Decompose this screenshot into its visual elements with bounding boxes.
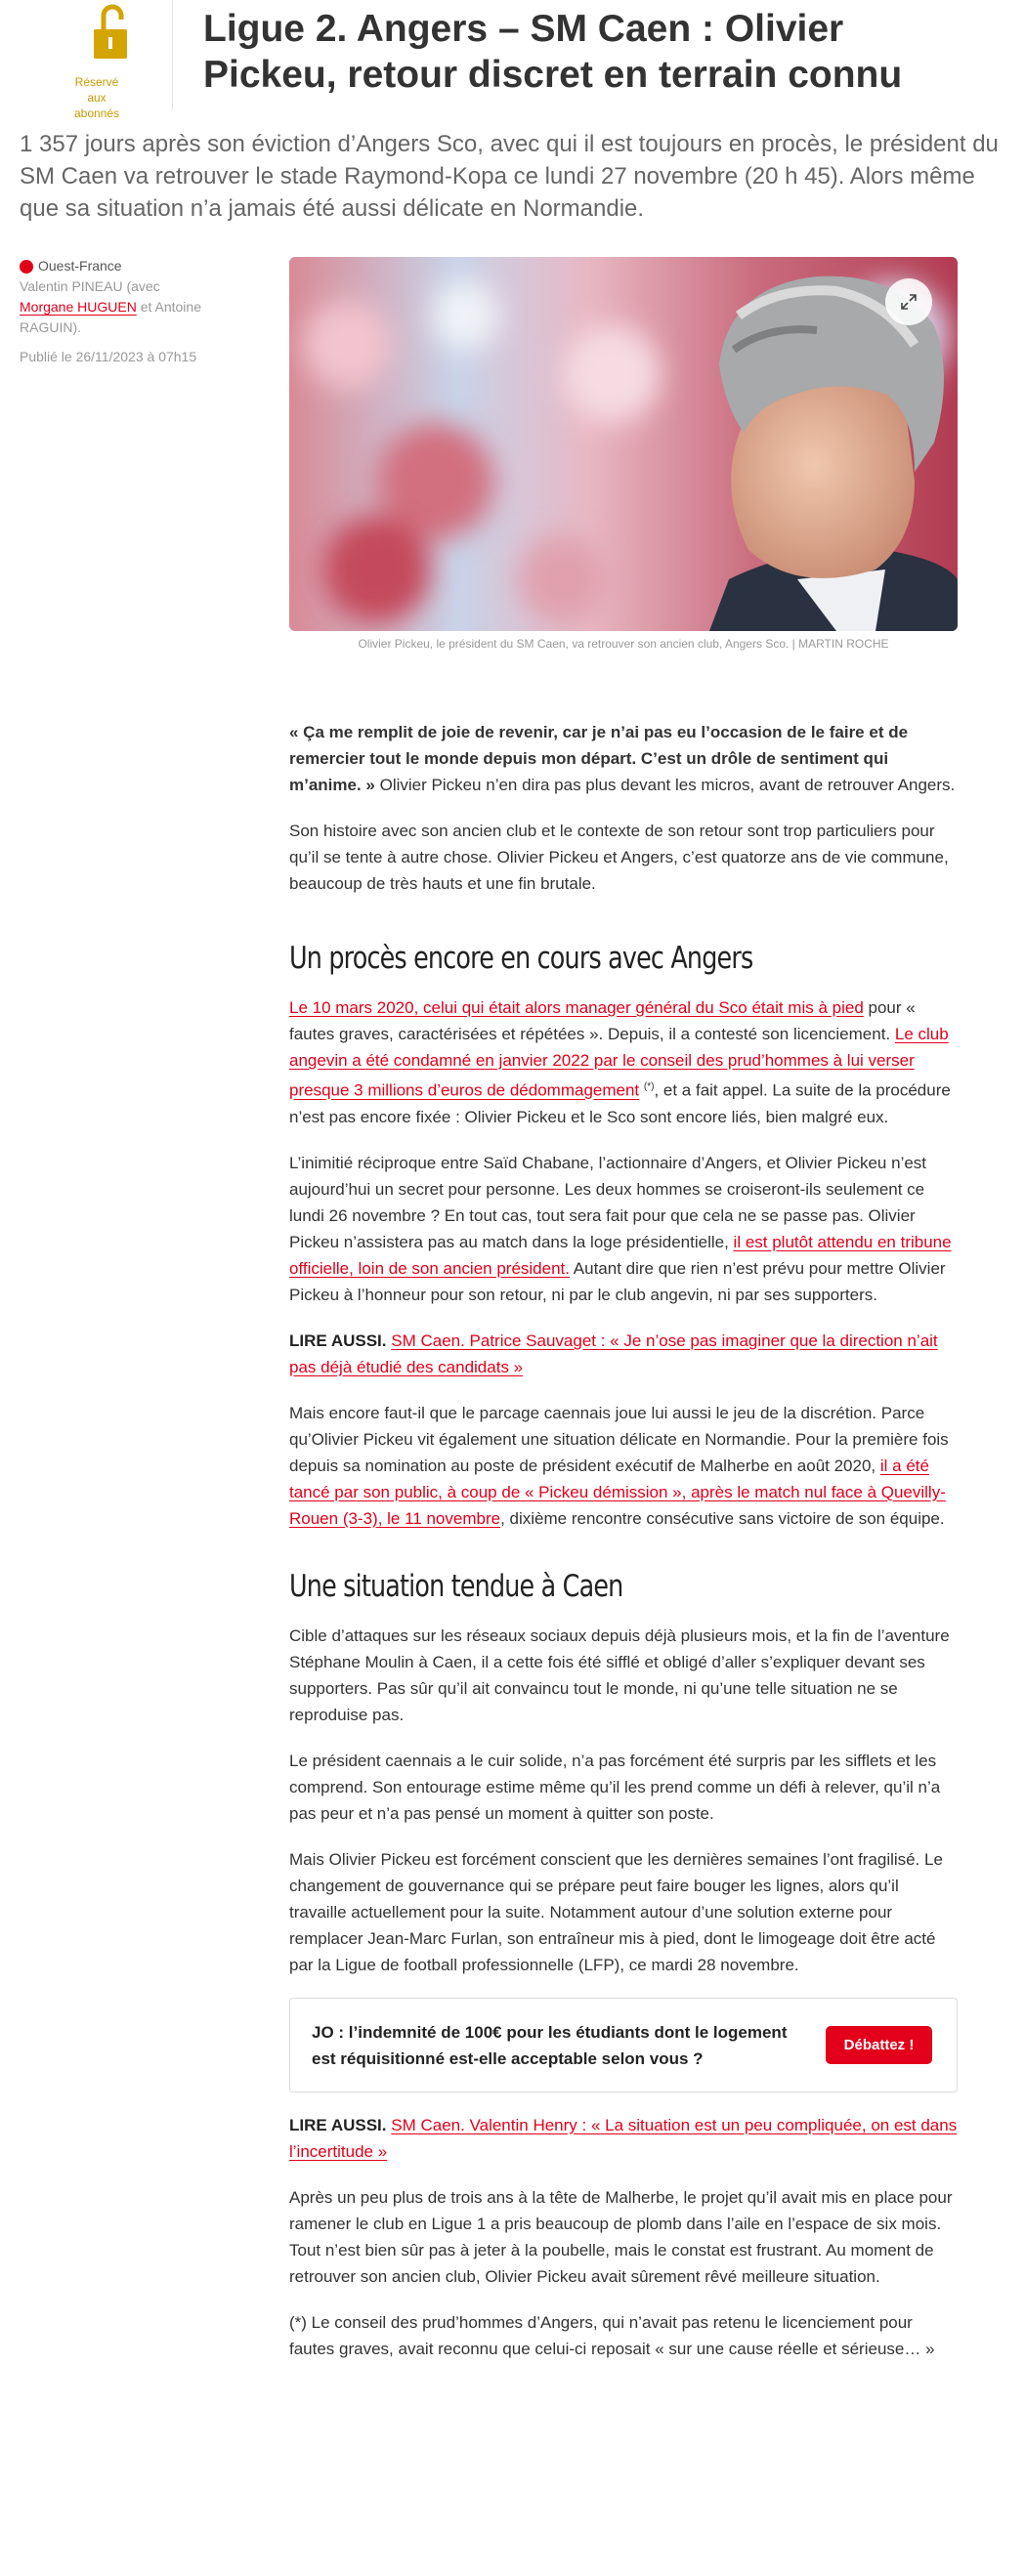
inline-link[interactable]: Le 10 mars 2020, celui qui était alors manager général du Sco était mis à pied [289, 998, 864, 1017]
article-meta [20, 256, 244, 367]
article-body [289, 719, 958, 2382]
photo-caption: Olivier Pickeu, le président du SM Caen, va retrouver son ancien club, Angers Sco. | MARTIN ROCHE [358, 637, 889, 651]
source: Ouest-France [20, 256, 244, 276]
paragraph: Mais encore faut-il que le parcage caennais joue lui aussi le jeu de la discrétion. Parce qu’Olivier Pickeu vit également une situation délicate en Normandie. Pour la première fois depuis sa nomination au poste de président exécutif de Malherbe en août 2020, il a été tancé par son public, à coup de « Pickeu démission », après le match nul face à Quevilly-Rouen (3-3), le 11 novembre, dixième rencontre consécutive sans victoire de son équipe. [289, 1403, 949, 1528]
subscriber-label: Réservé aux abonnés [73, 75, 120, 120]
paragraph: Son histoire avec son ancien club et le contexte de son retour sont trop particuliers pour qu’il se tente à autre chose. Olivier Pickeu et Angers, c’est quatorze ans de vie commune, beaucoup de très hauts et une fin brutale. [289, 822, 949, 893]
section-heading-situation: Une situation tendue à Caen [289, 1568, 623, 1604]
read-also: LIRE AUSSI. SM Caen. Valentin Henry : « La situation est un peu compliquée, on est dans l’incertitude » [289, 2115, 958, 2161]
authors: Valentin PINEAU (avec Morgane HUGUEN et Antoine RAGUIN). [20, 278, 201, 335]
footnote: (*) Le conseil des prud’hommes d’Angers, qui n’avait pas retenu le licenciement pour fautes graves, avait reconnu que celui-ci reposait « sur une cause réelle et sérieuse… » [289, 2312, 935, 2358]
expand-photo-button[interactable] [885, 278, 932, 325]
open-lock-icon [94, 2, 127, 61]
paragraph: Cible d’attaques sur les réseaux sociaux depuis déjà plusieurs mois, et la fin de l’aventure Stéphane Moulin à Caen, il a cette fois été sifflé et obligé d’aller s’expliquer devant ses supporters. Pas sûr qu’il ait convaincu tout le monde, ni qu’une telle situation ne se reproduise pas. [289, 1626, 950, 1724]
publish-date: Publié le 26/11/2023 à 07h15 [20, 349, 197, 364]
article-title: Ligue 2. Angers – SM Caen : Olivier Pickeu, retour discret en terrain connu [203, 8, 903, 96]
paragraph: L’inimitié réciproque entre Saïd Chabane, l’actionnaire d’Angers, et Olivier Pickeu n’est aujourd’hui un secret pour personne. Les deux hommes se croiseront-ils seulement ce lundi 26 novembre ? En tout cas, tout sera fait pour que cela ne se passe pas. Olivier Pickeu n’assistera pas au match dans la loge présidentielle, il est plutôt attendu en tribune officielle, loin de son ancien président. Autant dire que rien n’est prévu pour mettre Olivier Pickeu à l’honneur pour son retour, ni par le club angevin, ni par ses supporters. [289, 1153, 952, 1304]
read-also-link[interactable]: SM Caen. Patrice Sauvaget : « Je n’ose pas imaginer que la direction n’ait pas déjà étudié des candidats » [289, 1330, 938, 1376]
debate-question: JO : l’indemnité de 100€ pour les étudiants dont le logement est réquisitionné est-elle acceptable selon vous ? [312, 2022, 788, 2068]
paragraph: Après un peu plus de trois ans à la tête de Malherbe, le projet qu’il avait mis en place pour ramener le club en Ligue 1 a pris beaucoup de plomb dans l’aile en l’espace de six mois. Tout n’est bien sûr pas à jeter à la poubelle, mais le constat est frustrant. Au moment de retrouver son ancien club, Olivier Pickeu avait sûrement rêvé meilleure situation. [289, 2187, 953, 2286]
debate-box [289, 1998, 958, 2092]
read-also-link[interactable]: SM Caen. Valentin Henry : « La situation est un peu compliquée, on est dans l’incertitude » [289, 2115, 958, 2161]
section-heading-proces: Un procès encore en cours avec Angers [289, 941, 753, 976]
paragraph: Le président caennais a le cuir solide, n’a pas forcément été surpris par les sifflets et les comprend. Son entourage estime même qu’il les prend comme un défi à relever, qu’il n’a pas peur et n’a pas pensé un moment à quitter son poste. [289, 1751, 941, 1823]
paragraph: Mais Olivier Pickeu est forcément conscient que les dernières semaines l’ont fragilisé. Le changement de gouvernance qui se prépare peut faire bouger les lignes, alors qu’il travaille actuellement pour la suite. Notamment autour d’une solution externe pour remplacer Jean-Marc Furlan, son entraîneur mis à pied, dont le limogeage doit être acté par la Ligue de football professionnelle (LFP), ce mardi 28 novembre. [289, 1849, 943, 1974]
article-header [0, 0, 1025, 120]
article-lead: 1 357 jours après son éviction d’Angers Sco, avec qui il est toujours en procès, le président du SM Caen va retrouver le stade Raymond-Kopa ce lundi 27 novembre (20 h 45). Alors même que sa situation n’a jamais été aussi délicate en Normandie. [20, 131, 999, 222]
article-photo[interactable] [289, 257, 958, 631]
author-link[interactable]: Morgane HUGUEN [20, 299, 137, 315]
inline-link[interactable]: Le club angevin a été condamné en janvier 2022 par le conseil des prud’hommes à lui verser presque 3 millions d’euros de dédommagement [289, 1025, 949, 1100]
expand-icon [899, 292, 918, 312]
ouest-france-logo-icon [20, 260, 33, 274]
inline-link[interactable]: il a été tancé par son public, à coup de « Pickeu démission », après le match nul face à Quevilly-Rouen (3-3), le 11 novembre [289, 1456, 946, 1528]
inline-link[interactable]: il est plutôt attendu en tribune officielle, loin de son ancien président. [289, 1232, 952, 1278]
paragraph: Le 10 mars 2020, celui qui était alors manager général du Sco était mis à pied pour « fautes graves, caractérisées et répétées ». Depuis, il a contesté son licenciement. Le club angevin a été condamné en janvier 2022 par le conseil des prud’hommes à lui verser presque 3 millions d’euros de dédommagement (*), et a fait appel. La suite de la procédure n’est pas encore fixée : Olivier Pickeu et le Sco sont encore liés, bien malgré eux. [289, 998, 951, 1126]
subscriber-badge [47, 0, 173, 120]
debate-button[interactable]: Débattez ! [826, 2026, 932, 2064]
read-also: LIRE AUSSI. SM Caen. Patrice Sauvaget : « Je n’ose pas imaginer que la direction n’ait pas déjà étudié des candidats » [289, 1330, 938, 1376]
paragraph: « Ça me remplit de joie de revenir, car je n’ai pas eu l’occasion de le faire et de remercier tout le monde depuis mon départ. C’est un drôle de sentiment qui m’anime. » Olivier Pickeu n’en dira pas plus devant les micros, avant de retrouver Angers. [289, 723, 956, 794]
